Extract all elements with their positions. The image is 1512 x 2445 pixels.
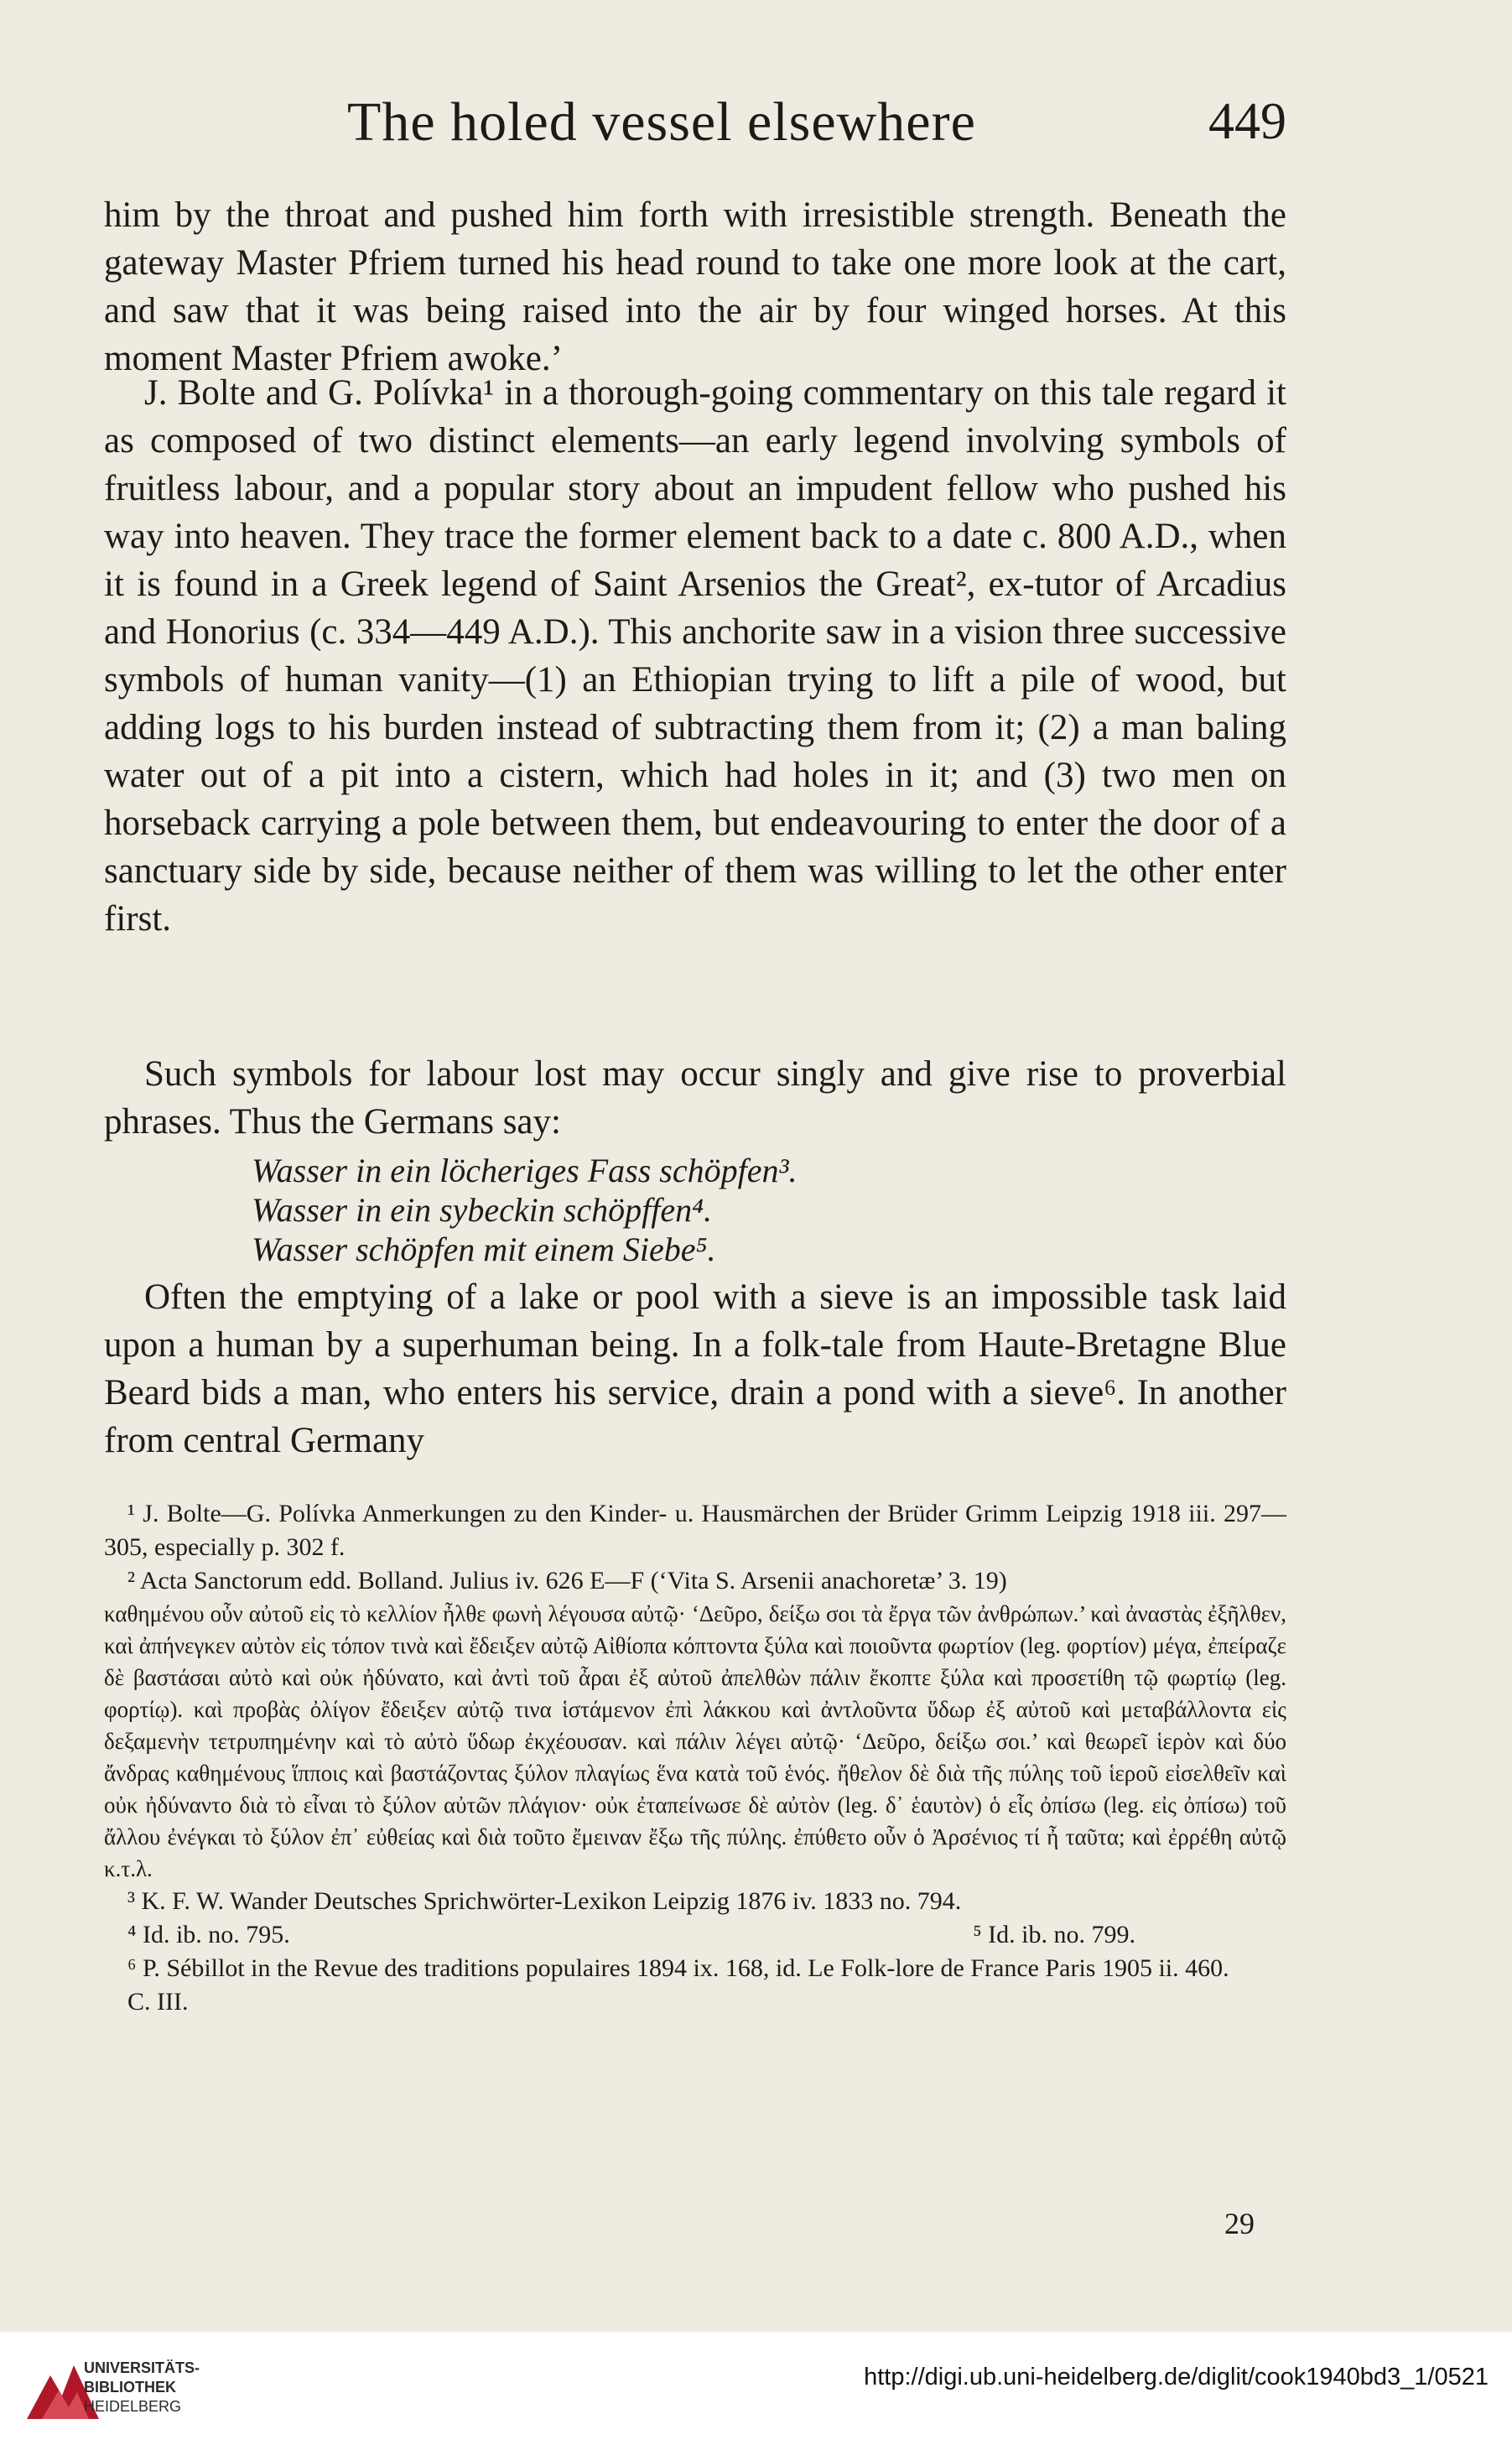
paragraph-2: J. Bolte and G. Polívka¹ in a thorough-going commentary on this tale regard it as composed of two distinct elements—an early legend involving symbols of fruitless labour, and a popular story about an impudent fellow who pushed his way into heaven. They trace the former element back to a date c. 800 A.D., when it is found in a Greek legend of Saint Arsenios the Great², ex-tutor of Arcadius and Honorius (c. 334—449 A.D.). This anchorite saw in a vision three successive symbols of human vanity—(1) an Ethiopian trying to lift a pile of wood, but adding logs to his burden instead of subtracting them from it; (2) a man baling water out of a pit into a cistern, which had holes in it; and (3) two men on horseback carrying a pole between them, but endeavouring to enter the door of a sanctuary side by side, because neither of them was willing to let the other enter first. [104, 373, 1286, 939]
footnote-3: ³ K. F. W. Wander Deutsches Sprichwörter-Lexikon Leipzig 1876 iv. 1833 no. 794. [127, 1887, 962, 1915]
footnote-pair [104, 1918, 1286, 1952]
paragraph-3: Such symbols for labour lost may occur singly and give rise to proverbial phrases. Thus the Germans say: [104, 1054, 1286, 1142]
source-url-link[interactable]: http://digi.ub.uni-heidelberg.de/diglit/cook1940bd3_1/0521 [864, 2364, 1489, 2390]
paragraph-4: Often the emptying of a lake or pool with a sieve is an impossible task laid upon a human by a superhuman being. In a folk-tale from Haute-Bretagne Blue Beard bids a man, who enters his service, drain a pond with a sieve⁶. In another from central Germany [104, 1277, 1286, 1460]
page-number: 449 [1208, 93, 1286, 150]
proverb-quote: Wasser schöpfen mit einem Siebe⁵. [252, 1230, 716, 1268]
footnote-5: ⁵ Id. ib. no. 799. [973, 1921, 1135, 1948]
proverb-quote: Wasser in ein sybeckin schöpffen⁴. [252, 1191, 712, 1229]
running-head [104, 91, 1286, 166]
footnote-2-greek: καθημένου οὖν αὐτοῦ εἰς τὸ κελλίον ἦλθε φωνὴ λέγουσα αὐτῷ· ‘Δεῦρο, δείξω σοι τὰ ἔργα τῶν ἀνθρώπων.’ καὶ ἀναστὰς ἐξῆλθεν, καὶ ἀπήνεγκεν αὐτὸν εἰς τόπον τινὰ καὶ ἔδειξεν αὐτῷ Αἰθίοπα κόπτοντα ξύλα καὶ ποιοῦντα φωρτίον (leg. φορτίον) μέγα, ἐπείραζε δὲ βαστάσαι αὐτὸ καὶ οὐκ ἠδύνατο, καὶ ἀντὶ τοῦ ἆραι ἐξ αὐτοῦ ἀπελθὼν πάλιν ἔκοπτε ξύλα καὶ προσετίθη τῷ φωρτίῳ (leg. φορτίῳ). καὶ προβὰς ὀλίγον ἔδειξεν αὐτῷ τινα ἱστάμενον ἐπὶ λάκκου καὶ ἀντλοῦντα ὕδωρ ἐξ αὐτοῦ καὶ μεταβάλλοντα εἰς δεξαμενὴν τετρυπημένην καὶ τὸ αὐτὸ ὕδωρ ἐκχέουσαν. καὶ πάλιν λέγει αὐτῷ· ‘Δεῦρο, δείξω σοι.’ καὶ θεωρεῖ ἱερὸν καὶ δύο ἄνδρας καθημένους ἵπποις καὶ βαστάζοντας ξύλον πλαγίως ἕνα κατὰ τοῦ ἑνός. ἤθελον δὲ διὰ τῆς πύλης τοῦ ἱεροῦ εἰσελθεῖν καὶ οὐκ ἠδύναντο διὰ τὸ εἶναι τὸ ξύλον αὐτῶν πλάγιον· οὐκ ἐταπείνωσε δὲ αὐτὸν (leg. δ᾽ ἑαυτὸν) ὁ εἷς ὀπίσω (leg. εἰς ὀπίσω) τοῦ ἄλλου ἐνέγκαι τὸ ξύλον ἐπ᾽ εὐθείας καὶ διὰ τοῦτο ἔμειναν ἔξω τῆς πύλης. ἐπύθετο οὖν ὁ Ἀρσένιος τί ἦ ταῦτα; καὶ ἐρρέθη αὐτῷ κ.τ.λ. [104, 1601, 1286, 1881]
footnote-2-intro: ² Acta Sanctorum edd. Bolland. Julius iv. 626 E—F (‘Vita S. Arsenii anachoretæ’ 3. 19) [127, 1567, 1007, 1594]
proverb-quote: Wasser in ein löcheriges Fass schöpfen³. [252, 1152, 798, 1189]
library-name: UNIVERSITÄTS- BIBLIOTHEK HEIDELBERG [84, 2359, 200, 2415]
footer-bar [0, 2332, 1512, 2445]
footnote-6: ⁶ P. Sébillot in the Revue des traditions populaires 1894 ix. 168, id. Le Folk-lore de France Paris 1905 ii. 460. [127, 1954, 1229, 1982]
footnote-1: ¹ J. Bolte—G. Polívka Anmerkungen zu den Kinder- u. Hausmärchen der Brüder Grimm Leipzig 1918 iii. 297—305, especially p. 302 f. [104, 1500, 1286, 1561]
signature-number: 29 [1224, 2207, 1255, 2240]
proverb-quotes [252, 1151, 797, 1269]
running-title: The holed vessel elsewhere [347, 91, 976, 153]
footnote-4: ⁴ Id. ib. no. 795. [127, 1921, 290, 1948]
footnotes [104, 1497, 1286, 2019]
paragraph-1: him by the throat and pushed him forth with irresistible strength. Beneath the gateway Master Pfriem turned his head round to take one more look at the cart, and saw that it was being raised into the air by four winged horses. At this moment Master Pfriem awoke.’ [104, 195, 1286, 378]
signature-mark: C. III. [127, 1988, 189, 2016]
